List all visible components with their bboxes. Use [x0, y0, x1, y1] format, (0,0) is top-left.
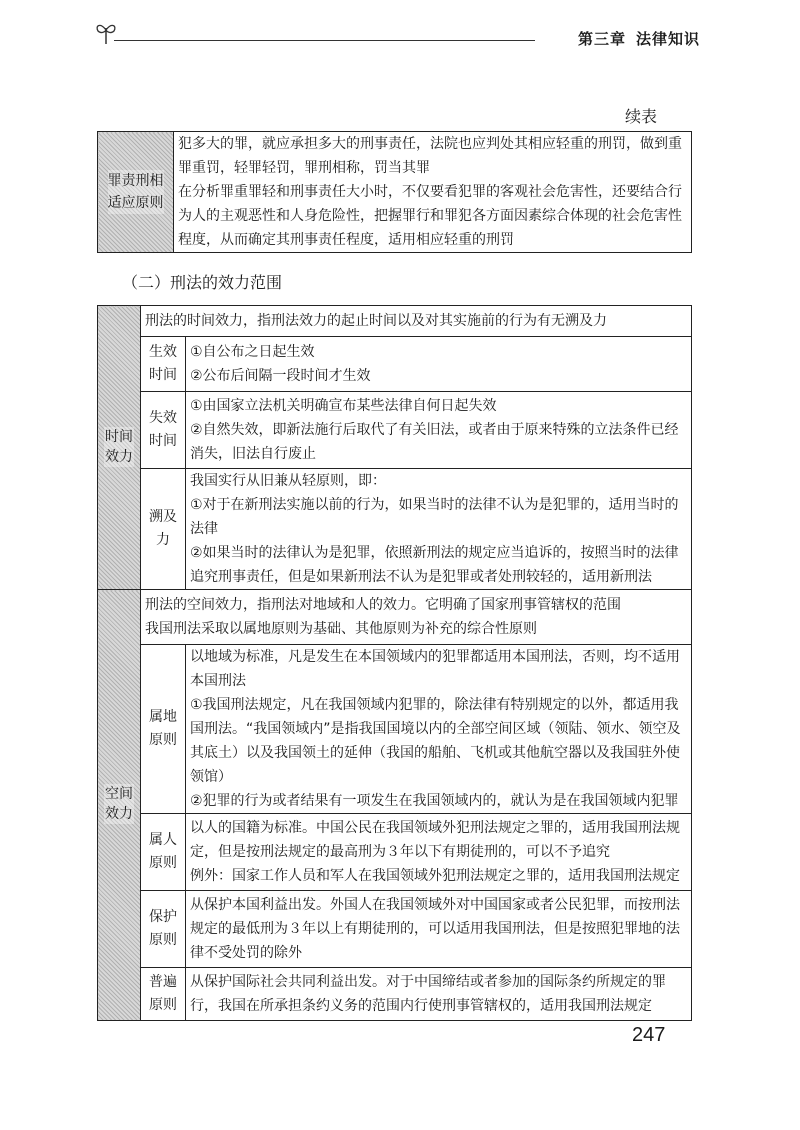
- row-content: [186, 337, 692, 392]
- content-line: 以地域为标准，凡是发生在本国领域内的犯罪都适用本国刑法，否则，均不适用本国刑法: [190, 649, 680, 689]
- table-row: [98, 132, 692, 253]
- row-label-text: 罪责刑相适应原则: [108, 170, 164, 214]
- row-label: [98, 132, 174, 253]
- definition-cell: 刑法的时间效力，指刑法效力的起止时间以及对其实施前的行为有无溯及力: [141, 306, 692, 337]
- sub-label: 失效时间: [141, 392, 186, 469]
- definition-cell: [141, 590, 692, 645]
- row-content: [186, 968, 692, 1021]
- table-row: [98, 814, 692, 891]
- content-line: 从保护国际社会共同利益出发。对于中国缔结或者参加的国际条约所规定的罪行，我国在所承担条约义务的范围内行使刑事管辖权的，适用我国刑法规定: [190, 974, 666, 1014]
- group-label-text: 空间效力: [105, 786, 133, 822]
- sub-label: 普遍原则: [141, 968, 186, 1021]
- table-row: [98, 469, 692, 590]
- row-content: [186, 814, 692, 891]
- content-line: 从保护本国利益出发。外国人在我国领域外对中国国家或者公民犯罪，而按刑法规定的最低刑为３年以上有期徒刑的，可以适用我国刑法，但是按照犯罪地的法律不受处罚的除外: [190, 897, 680, 961]
- content-line: 例外：国家工作人员和军人在我国领域外犯刑法规定之罪的，适用我国刑法规定: [190, 868, 680, 884]
- content-line: 犯多大的罪，就应承担多大的刑事责任，法院也应判处其相应轻重的刑罚，做到重罪重罚，轻罪轻罚，罪刑相称，罚当其罪: [178, 136, 682, 176]
- content-line: ①对于在新刑法实施以前的行为，如果当时的法律不认为是犯罪的，适用当时的法律: [190, 497, 679, 537]
- row-content: [186, 392, 692, 469]
- sprout-icon: [92, 18, 120, 46]
- content-line: ②自然失效，即新法施行后取代了有关旧法，或者由于原来特殊的立法条件已经消失，旧法自行废止: [190, 422, 679, 462]
- chapter-name: 法律知识: [635, 30, 700, 48]
- sub-label: 保护原则: [141, 891, 186, 968]
- table-row: [98, 645, 692, 814]
- row-content: [186, 469, 692, 590]
- group-label-text: 时间效力: [105, 428, 133, 465]
- content-line: ②公布后间隔一段时间才生效: [190, 368, 371, 384]
- table-row: [98, 306, 692, 337]
- table-row: [98, 392, 692, 469]
- sub-label: 溯及力: [141, 469, 186, 590]
- content-line: 以人的国籍为标准。中国公民在我国领域外犯刑法规定之罪的，适用我国刑法规定，但是按刑法规定的最高刑为３年以下有期徒刑的，可以不予追究: [190, 820, 680, 860]
- content-line: 刑法的空间效力，指刑法对地域和人的效力。它明确了国家刑事管辖权的范围: [145, 597, 621, 613]
- row-content: [186, 891, 692, 968]
- row-content: [186, 645, 692, 814]
- content-line: ②如果当时的法律认为是犯罪，依照新刑法的规定应当追诉的，按照当时的法律追究刑事责任，但是如果新刑法不认为是犯罪或者处刑较轻的，适用新刑法: [190, 545, 679, 585]
- group-label: [98, 306, 141, 590]
- table-row: [98, 337, 692, 392]
- page-number: 247: [632, 1024, 666, 1046]
- principle-table: [97, 131, 692, 253]
- sub-label: 生效时间: [141, 337, 186, 392]
- continued-label: 续表: [625, 107, 658, 126]
- section-title: （二）刑法的效力范围: [122, 273, 283, 292]
- running-header: [92, 14, 700, 50]
- content-line: 我国刑法采取以属地原则为基础、其他原则为补充的综合性原则: [145, 621, 537, 637]
- table-row: [98, 968, 692, 1021]
- header-rule: [114, 40, 535, 41]
- content-line: ①自公布之日起生效: [190, 344, 315, 360]
- group-label: [98, 590, 141, 1021]
- chapter-title: [568, 28, 700, 49]
- effect-scope-table: [97, 305, 692, 1021]
- row-content: [174, 132, 692, 253]
- sub-label: 属人原则: [141, 814, 186, 891]
- content-line: ①由国家立法机关明确宣布某些法律自何日起失效: [190, 398, 497, 414]
- content-line: ②犯罪的行为或者结果有一项发生在我国领域内的，就认为是在我国领域内犯罪: [190, 793, 679, 809]
- table-row: [98, 891, 692, 968]
- content-line: 在分析罪重罪轻和刑事责任大小时，不仅要看犯罪的客观社会危害性，还要结合行为人的主观恶性和人身危险性，把握罪行和罪犯各方面因素综合体现的社会危害性程度，从而确定其刑事责任程度，适用相应轻重的刑罚: [178, 184, 682, 248]
- chapter-number: 第三章: [577, 30, 626, 48]
- content-line: 我国实行从旧兼从轻原则，即：: [190, 473, 386, 489]
- table-row: [98, 590, 692, 645]
- content-line: ①我国刑法规定，凡在我国领域内犯罪的，除法律有特别规定的以外，都适用我国刑法。“我国领域内”是指我国国境以内的全部空间区域（领陆、领水、领空及其底土）以及我国领土的延伸（我国的船舶、飞机或其他航空器以及我国驻外使领馆）: [190, 697, 681, 785]
- sub-label: 属地原则: [141, 645, 186, 814]
